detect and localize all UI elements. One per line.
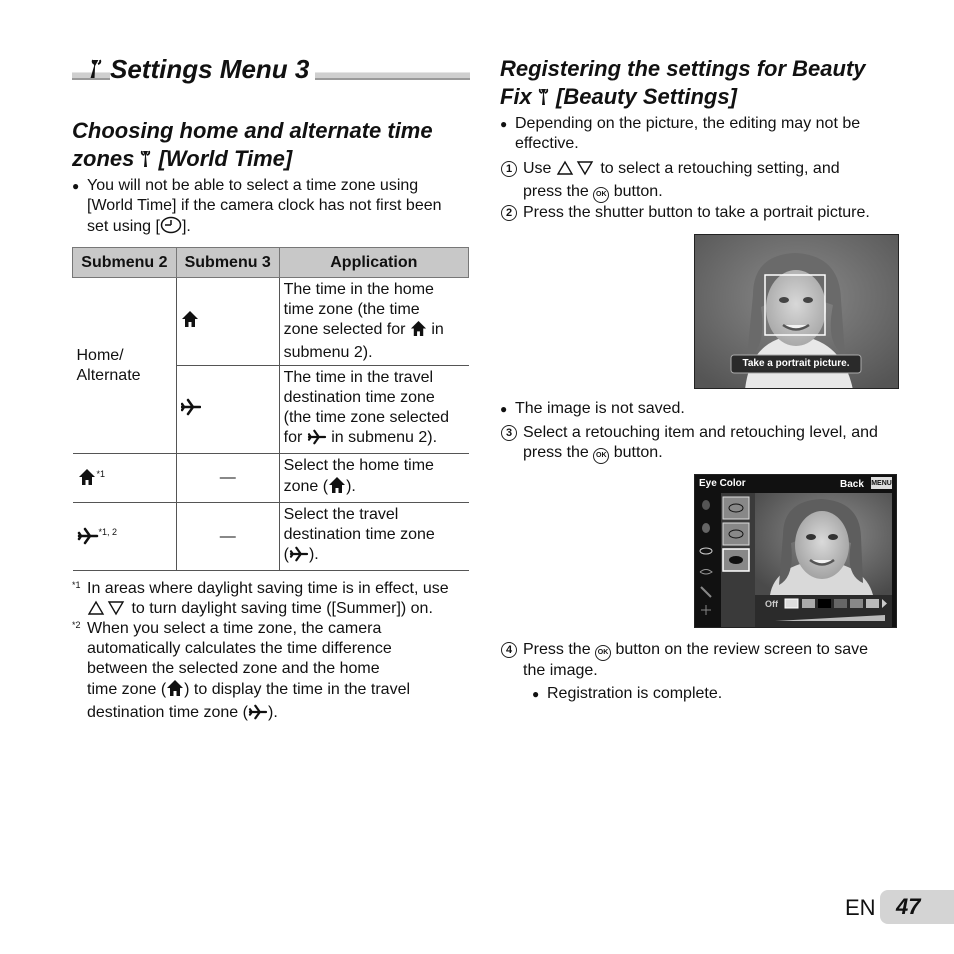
footnote-2: [72, 619, 472, 726]
r3-line2b: ).: [346, 478, 356, 495]
step4-line1a: Press the: [523, 641, 596, 658]
r1-line1: The time in the home: [283, 281, 434, 298]
up-down-triangle-icon: [556, 160, 596, 182]
r2-line3: (the time zone selected: [283, 409, 450, 426]
ok-button-icon: OK: [593, 187, 609, 203]
world-time-heading: [72, 117, 433, 176]
r2-line4a: for: [283, 429, 307, 446]
home-icon-cell: [176, 278, 279, 366]
airplane-icon: [289, 546, 309, 568]
intro-line3b: ].: [181, 218, 191, 235]
beauty-bullet-3: [532, 684, 892, 704]
application-cell: [279, 503, 468, 571]
portrait-caption: Take a portrait picture.: [742, 358, 850, 369]
intro-line1: You will not be able to select a time zone using: [87, 177, 419, 194]
note2-line1: When you select a time zone, the camera: [87, 620, 382, 637]
table-row: [73, 278, 469, 366]
home-icon: [166, 679, 184, 703]
step4-line1b: button on the review screen to save: [611, 641, 869, 658]
r1-line2: time zone (the time: [283, 301, 420, 318]
r3-line2a: zone (: [283, 478, 329, 495]
intro-line3a: set using [: [87, 218, 160, 235]
step-4: [501, 640, 901, 681]
home-alternate-cell: [73, 278, 177, 454]
home-icon: [181, 315, 199, 332]
footnote-1: [72, 579, 472, 622]
r2-line1: The time in the travel: [283, 369, 434, 386]
dash-cell: —: [176, 503, 279, 571]
note1-line2: to turn daylight saving time ([Summer]) on.: [127, 600, 433, 617]
off-label: Off: [765, 599, 778, 609]
wrench-icon: [538, 86, 550, 114]
page-title: Settings Menu 3: [110, 54, 315, 84]
r1-line3a: zone selected for: [283, 321, 410, 338]
r4-line3a: (: [283, 546, 289, 563]
step4-line2: the image.: [523, 662, 598, 679]
step-number: 2: [501, 205, 517, 221]
home-icon: [328, 476, 346, 500]
step1-line2b: button.: [609, 183, 663, 200]
back-label: Back: [840, 479, 864, 490]
note2-line4a: time zone (: [87, 681, 167, 698]
home-alternate-line2: Alternate: [76, 366, 141, 384]
note2-line2: automatically calculates the time difference: [87, 640, 392, 657]
note1-line1: In areas where daylight saving time is in effect, use: [87, 580, 449, 597]
step3-line2a: press the: [523, 444, 594, 461]
home-icon: [77, 468, 97, 492]
step-number: 3: [501, 425, 517, 441]
r4-line2: destination time zone: [283, 526, 435, 543]
portrait-camera-screen: [694, 234, 899, 389]
menu-button-icon: MENU: [871, 480, 892, 487]
step-number: 1: [501, 161, 517, 177]
step2-line1: Press the shutter button to take a portrait picture.: [523, 204, 870, 221]
application-cell: [279, 454, 468, 503]
airplane-icon: [307, 429, 327, 451]
footnote-ref: *1: [96, 468, 106, 479]
dash-cell: —: [176, 454, 279, 503]
beauty-bullet-1: [500, 114, 900, 154]
world-time-intro: [72, 176, 472, 240]
step-3: [501, 423, 901, 464]
beauty-heading-line1: Registering the settings for Beauty: [500, 56, 866, 81]
bullet1-line2: effective.: [515, 135, 579, 152]
footnote-mark: *2: [72, 620, 81, 630]
eye-color-photo-image: [695, 475, 897, 628]
r4-line1: Select the travel: [283, 506, 399, 523]
step-1: [501, 159, 901, 203]
language-label: EN: [845, 895, 876, 920]
page-number: 47: [896, 894, 921, 919]
step-number: 4: [501, 642, 517, 658]
beauty-heading-line2a: Fix: [500, 84, 538, 109]
beauty-heading-line2b: [Beauty Settings]: [549, 84, 737, 109]
note2-line3: between the selected zone and the home: [87, 660, 380, 677]
bullet2-text: The image is not saved.: [515, 400, 685, 417]
plane-icon-cell: [73, 503, 177, 571]
r4-line3b: ).: [308, 546, 319, 563]
world-time-heading-line2b: [World Time]: [152, 146, 293, 171]
table-header: Submenu 2: [73, 248, 177, 278]
airplane-icon: [181, 403, 201, 420]
table-header-row: [73, 248, 469, 278]
note2-line5b: ).: [267, 704, 278, 721]
home-icon: [410, 320, 427, 343]
table-header: Submenu 3: [176, 248, 279, 278]
r2-line2: destination time zone: [283, 389, 435, 406]
ok-button-icon: OK: [595, 645, 611, 661]
clock-icon: [160, 216, 182, 240]
note2-line5a: destination time zone (: [87, 704, 248, 721]
bullet3-text: Registration is complete.: [547, 685, 723, 702]
beauty-bullet-2: [500, 399, 900, 419]
r2-line4b: in submenu 2).: [326, 429, 438, 446]
airplane-icon: [77, 527, 99, 551]
wrench-icon: [140, 148, 152, 176]
step3-line1: Select a retouching item and retouching level, and: [523, 424, 878, 441]
airplane-icon: [248, 704, 268, 726]
home-icon-cell: [73, 454, 177, 503]
world-time-heading-line1: Choosing home and alternate time: [72, 118, 433, 143]
step3-line2b: button.: [609, 444, 663, 461]
application-cell: [279, 278, 468, 366]
plane-icon-cell: [176, 366, 279, 454]
beauty-settings-heading: [500, 55, 866, 114]
world-time-heading-line2a: zones: [72, 146, 141, 171]
eye-color-title: Eye Color: [699, 478, 746, 489]
eye-color-screen: [694, 474, 897, 628]
intro-line2: [World Time] if the camera clock has not first been: [87, 197, 442, 214]
bullet1-line1: Depending on the picture, the editing may not be: [515, 115, 861, 132]
footnote-ref: *1, 2: [98, 527, 118, 538]
table-row: [73, 454, 469, 503]
r3-line1: Select the home time: [283, 457, 434, 474]
step1-line1b: to select a retouching setting, and: [595, 160, 840, 177]
step1-line2a: press the: [523, 183, 594, 200]
r1-line3b: in: [426, 321, 444, 338]
step-2: [501, 203, 901, 223]
application-cell: [279, 366, 468, 454]
world-time-table: [72, 247, 469, 571]
table-row: [73, 503, 469, 571]
r1-line4: submenu 2).: [283, 344, 373, 361]
step1-line1a: Use: [523, 160, 556, 177]
ok-button-icon: OK: [593, 448, 609, 464]
title-wrench-icon: [90, 57, 104, 81]
footnote-mark: *1: [72, 580, 81, 590]
table-header: Application: [279, 248, 468, 278]
note2-line4b: ) to display the time in the travel: [184, 681, 411, 698]
home-alternate-line1: Home/: [76, 346, 124, 364]
